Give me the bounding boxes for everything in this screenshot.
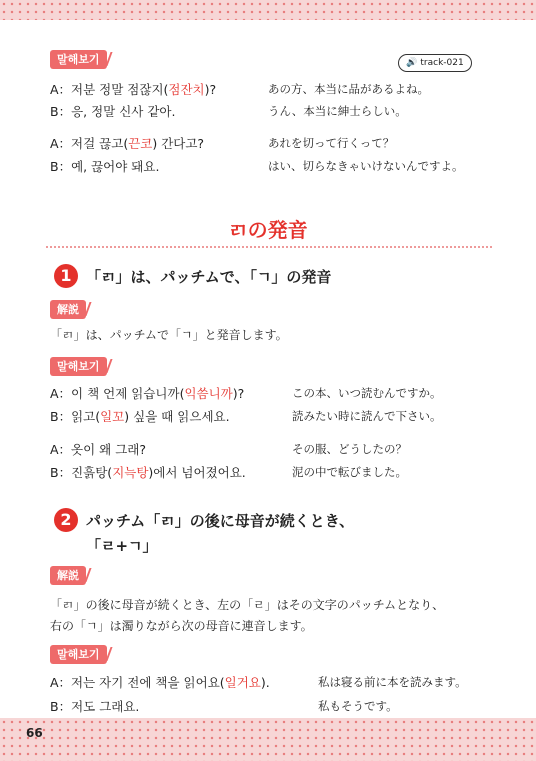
speak-tag-2	[50, 357, 107, 376]
audio-track-label: track-021	[420, 58, 464, 68]
point2-line-b1: B：저도 그래요.	[50, 699, 140, 714]
speak-tag-label: 말해보기	[57, 53, 100, 66]
bottom-dot-border	[0, 718, 536, 761]
page-number: 66	[26, 726, 43, 740]
point2-explanation-line2: 右の「ㄱ」は濁りながら次の母音に連音します。	[50, 619, 313, 633]
dialog1-line-a2: A：저걸 끊고(끈코) 간다고?	[50, 136, 205, 151]
explain-tag-1	[50, 300, 86, 319]
point1-jp-b1: 読みたい時に読んで下さい。	[292, 409, 442, 423]
top-dot-border	[0, 0, 536, 20]
dialog1-jp-a1: あの方、本当に品があるよね。	[268, 82, 429, 96]
point2-heading-line1: パッチム「ㄺ」の後に母音が続くとき、	[86, 512, 355, 530]
point1-heading: 「ㄺ」は、パッチムで、「ㄱ」の発音	[86, 268, 332, 286]
point1-jp-b2: 泥の中で転びました。	[292, 465, 407, 479]
point1-line-b1: B：읽고(일꼬) 싶을 때 읽으세요.	[50, 409, 230, 424]
section-title: ㄺの発音	[228, 218, 308, 242]
dialog1-jp-b2: はい、切らなきゃいけないんですよ。	[268, 159, 464, 173]
audio-track-button[interactable]	[398, 54, 472, 72]
point2-jp-b1: 私もそうです。	[318, 699, 398, 713]
point1-jp-a1: この本、いつ読むんですか。	[292, 386, 442, 400]
point2-number-badge: 2	[54, 508, 78, 532]
speak-tag-label: 말해보기	[57, 648, 100, 661]
dialog1-line-a1: A：저분 정말 점잖지(점잔치)?	[50, 82, 217, 97]
speaker-icon: 🔊	[406, 58, 418, 68]
explain-tag-label: 解説	[57, 303, 79, 316]
speak-tag	[50, 50, 107, 69]
dialog1-jp-b1: うん、本当に紳士らしい。	[268, 104, 407, 118]
point1-jp-a2: その服、どうしたの？	[292, 442, 407, 456]
point2-explanation-line1: 「ㄺ」の後に母音が続くとき、左の「ㄹ」はその文字のパッチムとなり、	[50, 598, 445, 612]
speak-tag-label: 말해보기	[57, 360, 100, 373]
point1-explanation: 「ㄺ」は、パッチムで「ㄱ」と発音します。	[50, 328, 288, 342]
dialog1-line-b2: B：예, 끊어야 돼요.	[50, 159, 160, 174]
explain-tag-2	[50, 566, 86, 585]
explain-tag-label: 解説	[57, 569, 79, 582]
point2-heading-line2: 「ㄹ+ㄱ」	[86, 537, 158, 555]
point2-line-a1: A：저는 자기 전에 책을 읽어요(일거요).	[50, 675, 270, 690]
point1-line-b2: B：진흙탕(지늑탕)에서 넘어졌어요.	[50, 465, 246, 480]
dialog1-jp-a2: あれを切って行くって？	[268, 136, 395, 150]
speak-tag-3	[50, 645, 107, 664]
dialog1-line-b1: B：응, 정말 신사 같아.	[50, 104, 176, 119]
section-divider	[46, 246, 492, 248]
point1-number-badge: 1	[54, 264, 78, 288]
point1-line-a1: A：이 책 언제 읽습니까(익씀니까)?	[50, 386, 245, 401]
point1-line-a2: A：옷이 왜 그래?	[50, 442, 147, 457]
point2-jp-a1: 私は寝る前に本を読みます。	[318, 675, 467, 689]
